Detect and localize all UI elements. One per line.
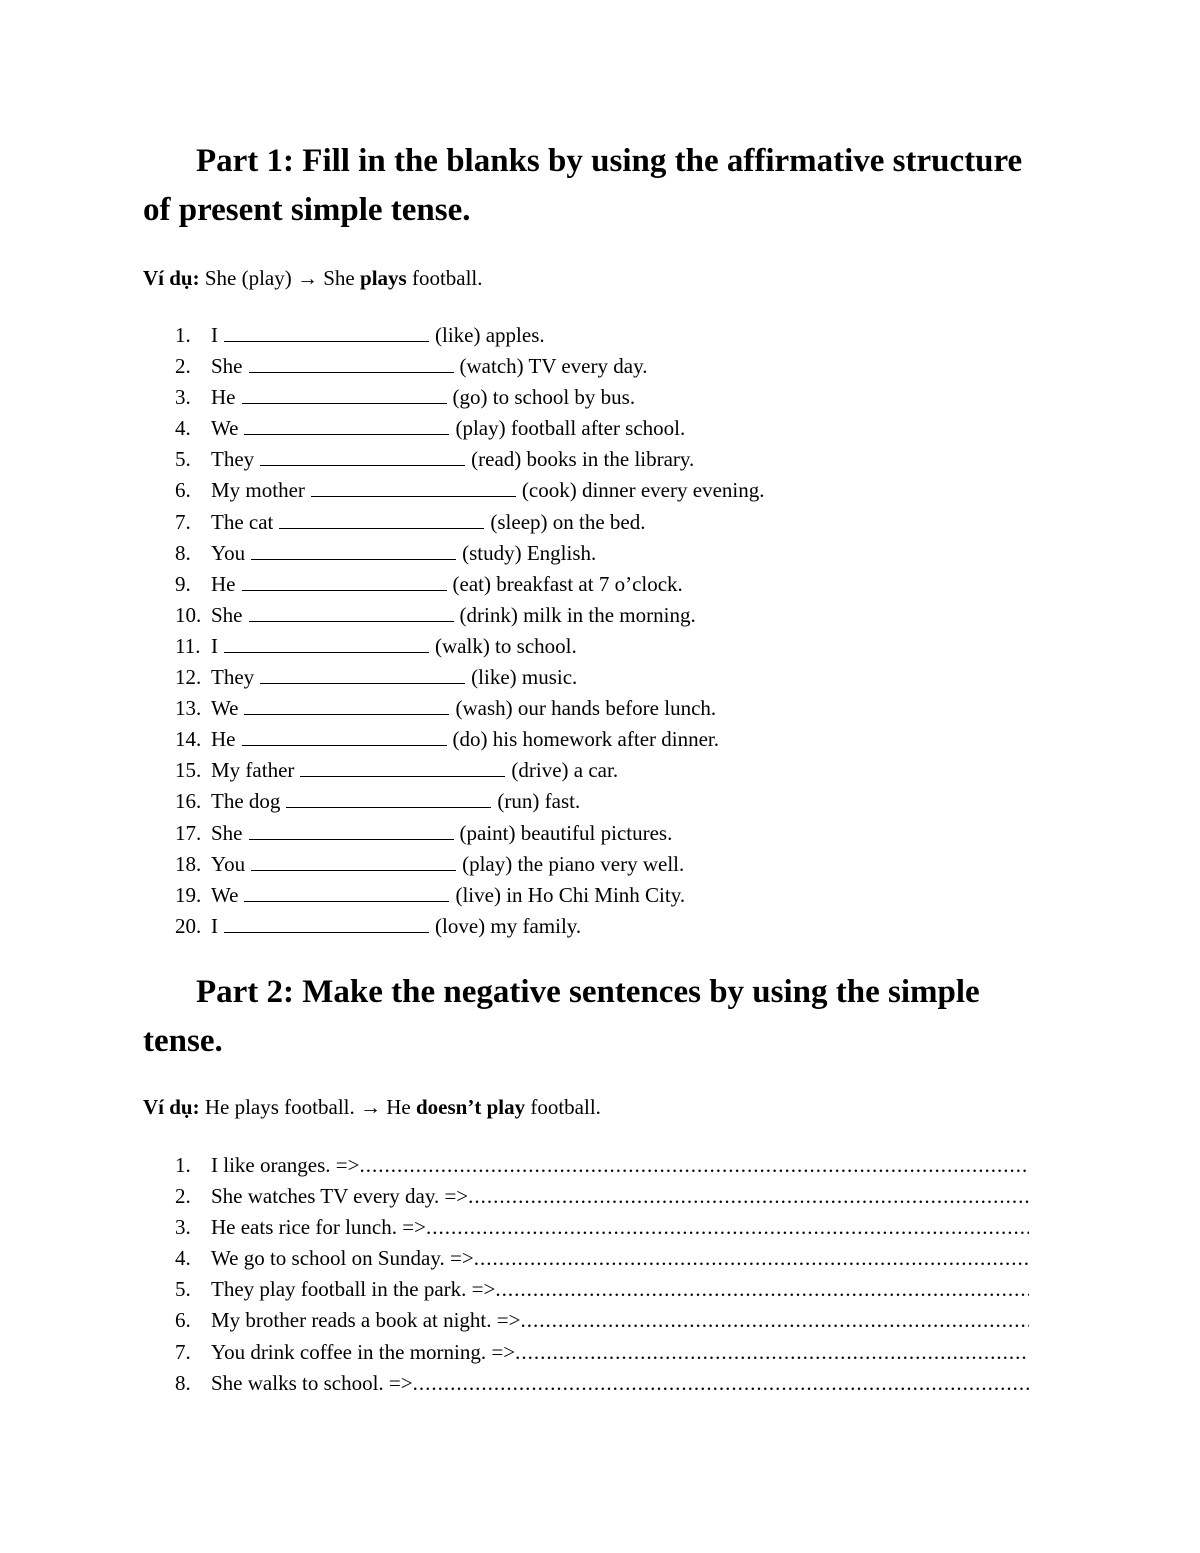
item-number: 10. [175,602,202,627]
item-subject: We [211,696,239,721]
item-number: 7. [175,509,191,534]
item-text [211,320,545,351]
item-text [211,1243,1029,1274]
item-sentence: You drink coffee in the morning. => [211,1339,516,1364]
answer-blank[interactable] [244,416,449,435]
item-subject: He [211,571,236,596]
item-number: 13. [175,696,202,721]
item-text [211,755,618,786]
item-number: 5. [175,447,191,472]
item-subject: My mother [211,478,305,503]
item-rest: (watch) TV every day. [459,354,648,379]
item-subject: The dog [211,789,281,814]
item-number: 15. [175,758,202,783]
item-text [211,569,683,600]
item-text [211,1337,1029,1368]
answer-blank[interactable] [249,354,454,373]
item-rest: (like) music. [471,665,578,690]
item-rest: (walk) to school. [435,633,577,658]
item-text [211,1150,1029,1181]
answer-dotted-line[interactable] [474,1243,1029,1274]
item-rest: (run) fast. [497,789,581,814]
item-rest: (study) English. [462,540,597,565]
item-rest: (drink) milk in the morning. [459,602,696,627]
answer-blank[interactable] [242,385,447,404]
item-text [211,382,635,413]
item-text [211,631,577,662]
answer-blank[interactable] [242,727,447,746]
item-number: 3. [175,385,191,410]
item-sentence: My brother reads a book at night. => [211,1308,521,1333]
item-text [211,693,716,724]
item-number: 4. [175,416,191,441]
item-text [211,1274,1029,1305]
item-sentence: He eats rice for lunch. => [211,1215,426,1240]
answer-blank[interactable] [260,447,465,466]
item-sentence: She watches TV every day. => [211,1184,469,1209]
item-subject: He [211,385,236,410]
item-text [211,538,596,569]
item-number: 5. [175,1277,191,1302]
item-rest: (play) the piano very well. [462,851,685,876]
item-number: 18. [175,851,202,876]
item-number: 8. [175,1370,191,1395]
answer-blank[interactable] [224,323,429,342]
part2-example [143,1095,601,1119]
item-text [211,413,685,444]
answer-dotted-line[interactable] [426,1212,1029,1243]
item-number: 14. [175,727,202,752]
answer-blank[interactable] [242,572,447,591]
item-subject: The cat [211,509,274,534]
item-subject: They [211,665,255,690]
answer-dotted-line[interactable] [495,1274,1029,1305]
example-before: He plays football. → He [204,1095,411,1119]
item-number: 16. [175,789,202,814]
answer-blank[interactable] [244,883,449,902]
item-text [211,849,684,880]
answer-blank[interactable] [249,603,454,622]
item-subject: We [211,416,239,441]
item-subject: My father [211,758,295,783]
example-after: football. [411,266,483,290]
answer-dotted-line[interactable] [413,1368,1029,1399]
item-number: 19. [175,882,202,907]
answer-blank[interactable] [286,789,491,808]
item-rest: (do) his homework after dinner. [452,727,720,752]
item-text [211,662,577,693]
answer-blank[interactable] [251,541,456,560]
item-subject: She [211,602,243,627]
item-number: 20. [175,913,202,938]
item-subject: They [211,447,255,472]
item-subject: She [211,354,243,379]
item-subject: You [211,851,246,876]
answer-dotted-line[interactable] [515,1337,1029,1368]
item-rest: (like) apples. [435,323,545,347]
item-sentence: They play football in the park. => [211,1277,496,1302]
item-rest: (paint) beautiful pictures. [459,820,673,845]
item-rest: (sleep) on the bed. [490,509,646,534]
item-subject: She [211,820,243,845]
answer-blank[interactable] [244,696,449,715]
example-label: Ví dụ: [143,1095,200,1119]
item-number: 8. [175,540,191,565]
answer-dotted-line[interactable] [359,1150,1029,1181]
item-text [211,880,685,911]
item-rest: (wash) our hands before lunch. [455,696,717,721]
item-subject: I [211,913,218,938]
answer-blank[interactable] [311,478,516,497]
answer-blank[interactable] [300,758,505,777]
part1-heading: Part 1: Fill in the blanks by using the affirmative structure of present simple tense. [143,143,1023,228]
item-subject: He [211,727,236,752]
item-rest: (love) my family. [435,913,582,938]
answer-blank[interactable] [224,914,429,933]
item-rest: (play) football after school. [455,416,686,441]
item-rest: (go) to school by bus. [452,385,636,410]
item-number: 6. [175,478,191,503]
item-number: 4. [175,1246,191,1271]
item-number: 1. [175,323,191,347]
answer-blank[interactable] [260,665,465,684]
item-subject: We [211,882,239,907]
item-rest: (read) books in the library. [471,447,695,472]
item-rest: (live) in Ho Chi Minh City. [455,882,686,907]
item-text [211,444,694,475]
answer-blank[interactable] [251,852,456,871]
answer-blank[interactable] [224,634,429,653]
example-after: football. [530,1095,601,1119]
item-text [211,1305,1029,1336]
item-sentence: She walks to school. => [211,1370,413,1395]
item-subject: You [211,540,246,565]
example-label: Ví dụ: [143,266,200,290]
item-rest: (cook) dinner every evening. [521,478,765,503]
item-number: 17. [175,820,202,845]
answer-dotted-line[interactable] [520,1305,1029,1336]
item-subject: I [211,633,218,658]
item-text [211,786,580,817]
item-number: 7. [175,1339,191,1364]
item-text [211,911,581,942]
item-number: 9. [175,571,191,596]
item-number: 12. [175,665,202,690]
answer-dotted-line[interactable] [468,1181,1029,1212]
item-number: 11. [175,633,201,658]
item-number: 3. [175,1215,191,1240]
item-text [211,600,696,631]
item-text [211,507,646,538]
example-before: She (play) → She [204,266,355,290]
item-rest: (drive) a car. [511,758,619,783]
item-text [211,818,672,849]
example-answer: plays [360,266,407,290]
item-number: 2. [175,354,191,379]
item-text [211,1181,1029,1212]
example-answer: doesn’t play [415,1095,526,1119]
answer-blank[interactable] [279,510,484,529]
item-text [211,1212,1029,1243]
item-text [211,351,647,382]
item-text [211,724,719,755]
item-text [211,475,764,506]
part2-heading: Part 2: Make the negative sentences by using the simple tense. [143,974,980,1059]
item-number: 2. [175,1184,191,1209]
part1-example [143,266,483,290]
item-number: 6. [175,1308,191,1333]
item-sentence: We go to school on Sunday. => [211,1246,474,1271]
item-text [211,1368,1029,1399]
item-number: 1. [175,1153,191,1177]
item-sentence: I like oranges. => [211,1153,360,1177]
item-rest: (eat) breakfast at 7 o’clock. [452,571,683,596]
answer-blank[interactable] [249,821,454,840]
item-subject: I [211,323,218,347]
